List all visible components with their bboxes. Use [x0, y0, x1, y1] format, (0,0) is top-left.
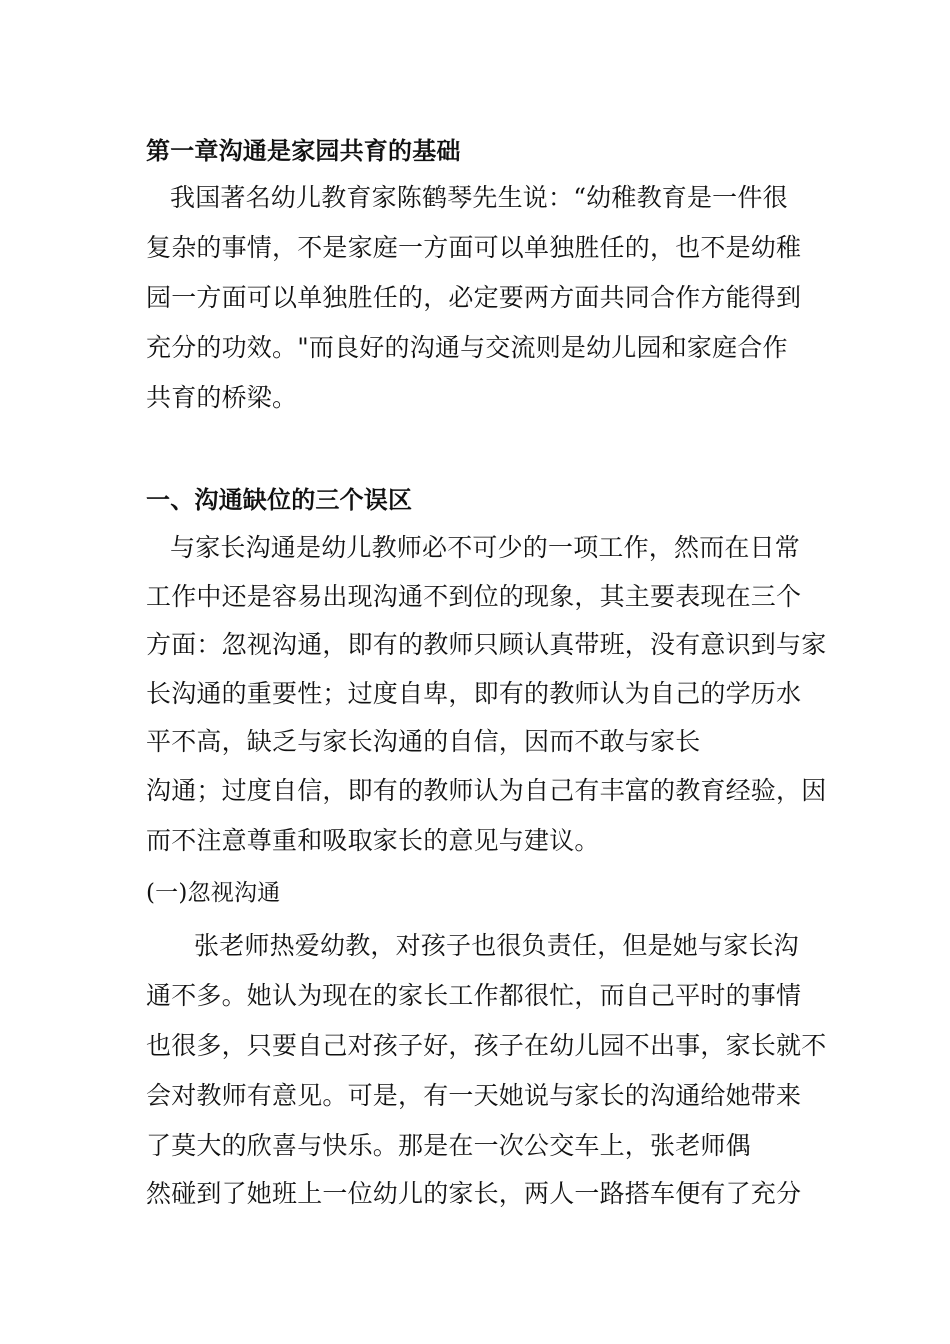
story-line-4: 会对教师有意见。可是，有一天她说与家长的沟通给她带来 — [146, 1081, 802, 1110]
section-line-4: 长沟通的重要性；过度自卑，即有的教师认为自己的学历水 — [146, 679, 802, 708]
section-line-2: 工作中还是容易出现沟通不到位的现象，其主要表现在三个 — [146, 582, 802, 611]
story-line-5: 了莫大的欣喜与快乐。那是在一次公交车上，张老师偶 — [146, 1131, 751, 1160]
story-line-2: 通不多。她认为现在的家长工作都很忙，而自己平时的事情 — [146, 981, 802, 1010]
section-line-6: 沟通；过度自信，即有的教师认为自己有丰富的教育经验，因 — [146, 776, 827, 805]
section-line-5: 平不高，缺乏与家长沟通的自信，因而不敢与家长 — [146, 727, 701, 756]
subsection-title: (一)忽视沟通 — [146, 880, 281, 906]
section-title: 一、沟通缺位的三个误区 — [146, 485, 413, 514]
intro-line-4: 充分的功效。"而良好的沟通与交流则是幼儿园和家庭合作 — [146, 333, 788, 362]
section-line-3: 方面：忽视沟通，即有的教师只顾认真带班，没有意识到与家 — [146, 630, 827, 659]
story-line-6: 然碰到了她班上一位幼儿的家长，两人一路搭车便有了充分 — [146, 1179, 802, 1208]
story-line-3: 也很多，只要自己对孩子好，孩子在幼儿园不出事，家长就不 — [146, 1031, 827, 1060]
intro-line-2: 复杂的事情，不是家庭一方面可以单独胜任的，也不是幼稚 — [146, 233, 802, 262]
intro-line-5: 共育的桥梁。 — [146, 383, 298, 412]
section-line-7: 而不注意尊重和吸取家长的意见与建议。 — [146, 826, 600, 855]
intro-line-3: 园一方面可以单独胜任的，必定要两方面共同合作方能得到 — [146, 283, 802, 312]
intro-line-1: 我国著名幼儿教育家陈鹤琴先生说：“幼稚教育是一件很 — [170, 183, 788, 212]
story-line-1: 张老师热爱幼教，对孩子也很负责任，但是她与家长沟 — [194, 931, 799, 960]
chapter-title: 第一章沟通是家园共育的基础 — [146, 136, 461, 165]
section-line-1: 与家长沟通是幼儿教师必不可少的一项工作，然而在日常 — [170, 533, 801, 562]
